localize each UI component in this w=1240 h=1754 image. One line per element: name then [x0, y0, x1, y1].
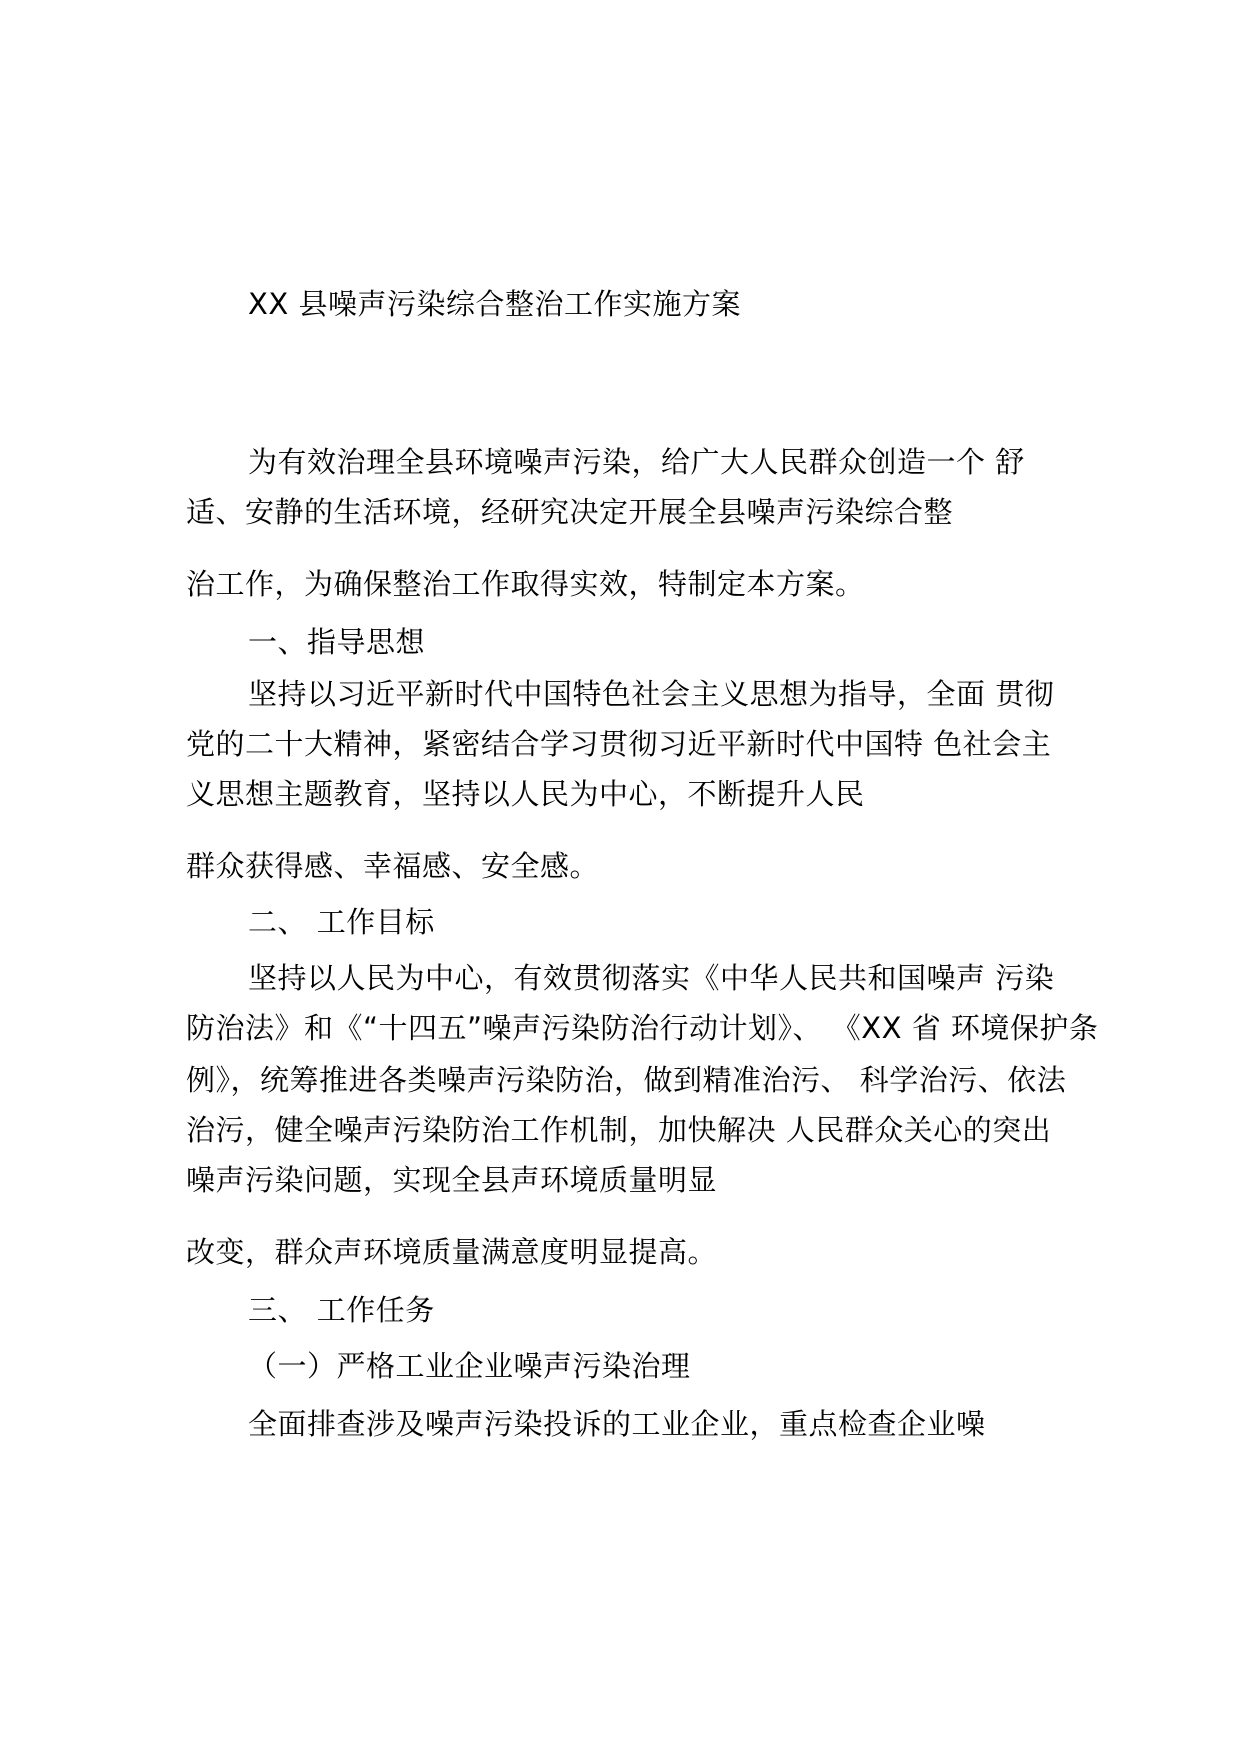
section-2-line-1: 坚持以人民为中心，有效贯彻落实《中华人民共和国噪声 污染: [248, 961, 1055, 995]
section-1-line-1: 坚持以习近平新时代中国特色社会主义思想为指导，全面 贯彻: [248, 677, 1055, 711]
section-1-line-4: 群众获得感、幸福感、安全感。: [186, 849, 600, 883]
section-2-line-3: 例》，统筹推进各类噪声污染防治，做到精准治污、 科学治污、依法: [186, 1063, 1067, 1097]
section-2-line-5: 噪声污染问题，实现全县声环境质量明显: [186, 1163, 718, 1197]
section-2-line-6: 改变，群众声环境质量满意度明显提高。: [186, 1235, 718, 1269]
section-2-line-2: 防治法》和《“十四五”噪声污染防治行动计划》、 《XX 省 环境保护条: [186, 1011, 1099, 1045]
intro-line-2: 适、安静的生活环境，经研究决定开展全县噪声污染综合整: [186, 495, 954, 529]
section-2-heading: 二、 工作目标: [248, 905, 435, 939]
intro-line-1: 为有效治理全县环境噪声污染，给广大人民群众创造一个 舒: [248, 445, 1025, 479]
document-title: XX 县噪声污染综合整治工作实施方案: [248, 287, 741, 321]
section-1-heading: 一、指导思想: [248, 625, 426, 659]
section-1-line-2: 党的二十大精神，紧密结合学习贯彻习近平新时代中国特 色社会主: [186, 727, 1052, 761]
intro-line-3: 治工作，为确保整治工作取得实效，特制定本方案。: [186, 567, 865, 601]
section-3-subheading-1: （一）严格工业企业噪声污染治理: [248, 1349, 691, 1383]
section-3-line-1: 全面排查涉及噪声污染投诉的工业企业，重点检查企业噪: [248, 1407, 986, 1441]
section-1-line-3: 义思想主题教育，坚持以人民为中心，不断提升人民: [186, 777, 865, 811]
section-2-line-4: 治污，健全噪声污染防治工作机制，加快解决 人民群众关心的突出: [186, 1113, 1052, 1147]
section-3-heading: 三、 工作任务: [248, 1293, 435, 1327]
